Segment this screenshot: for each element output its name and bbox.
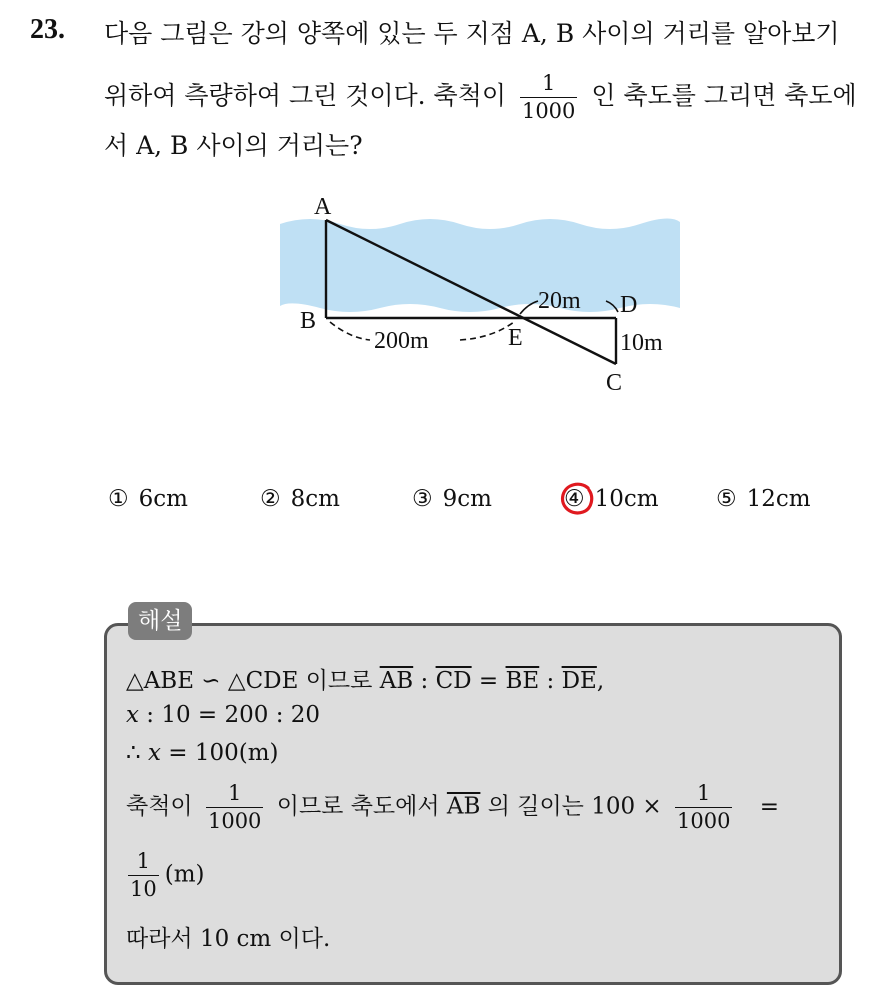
- solution-text: 의 길이는 100 ×: [480, 793, 662, 820]
- scale-fraction: [520, 72, 577, 123]
- equals-sign: =: [471, 668, 506, 694]
- therefore-symbol: ∴: [126, 740, 148, 766]
- fraction-denominator: 1000: [207, 809, 262, 834]
- label-c: C: [606, 370, 623, 396]
- scale-denominator: 1000: [521, 99, 576, 124]
- choice-2[interactable]: [260, 486, 340, 512]
- fraction-denominator: 1000: [677, 809, 731, 834]
- choice-4-text: 10cm: [594, 486, 659, 512]
- label-a: A: [314, 194, 332, 220]
- segment-be-label: $\overline{BE}$: [505, 668, 540, 694]
- question-number: 23.: [30, 14, 65, 45]
- solution-line4: [126, 782, 779, 833]
- equals-sign: =: [759, 793, 780, 820]
- question-text-line1: 다음 그림은 강의 양쪽에 있는 두 지점 A, B 사이의 거리를 알아보기: [104, 19, 840, 48]
- unit-meters: (m): [164, 861, 205, 888]
- choice-2-mark: ②: [260, 486, 281, 512]
- fraction-numerator: 1: [228, 781, 242, 805]
- question-text-after-scale: 인 축도를 그리면 축도에: [591, 81, 857, 111]
- solution-line6: 따라서 10 cm 이다.: [126, 926, 331, 952]
- scale-numerator: 1: [541, 71, 556, 95]
- solution-scale-fraction: [206, 782, 263, 833]
- question-text-before-scale: 위하여 측량하여 그린 것이다. 축척이: [104, 81, 506, 111]
- scale-word: 축척이: [126, 793, 193, 820]
- choice-4-mark: ④: [564, 486, 585, 512]
- solution-similar-triangles: △ABE ∽ △CDE 이므로: [126, 668, 380, 694]
- dim-200m-arc-right: [460, 322, 514, 340]
- variable-x: x: [126, 702, 139, 728]
- label-200m: 200m: [374, 328, 429, 354]
- solution-line2: [126, 702, 320, 728]
- solution-text: 이므로 축도에서: [276, 793, 447, 820]
- label-20m: 20m: [538, 288, 581, 314]
- ratio-colon: :: [413, 668, 436, 694]
- fraction-numerator: 1: [697, 781, 711, 805]
- choice-5-mark: ⑤: [716, 486, 737, 512]
- solution-line1: [126, 662, 604, 695]
- segment-de-label: $\overline{DE}$: [561, 668, 597, 694]
- choice-3[interactable]: [412, 486, 492, 512]
- choice-3-text: 9cm: [442, 486, 492, 512]
- choice-1[interactable]: [108, 486, 188, 512]
- choice-1-mark: ①: [108, 486, 129, 512]
- segment-cd-label: $\overline{CD}$: [435, 668, 472, 694]
- solution-result: = 100(m): [160, 740, 279, 766]
- solution-line3: [126, 740, 279, 766]
- survey-diagram: [270, 188, 690, 408]
- choice-4[interactable]: [564, 486, 659, 512]
- label-e: E: [508, 325, 523, 351]
- solution-line5: [122, 850, 205, 901]
- choice-2-text: 8cm: [290, 486, 340, 512]
- ratio-colon: :: [539, 668, 562, 694]
- label-b: B: [300, 308, 317, 334]
- comma: ,: [596, 668, 605, 694]
- label-d: D: [620, 292, 638, 318]
- choice-1-text: 6cm: [138, 486, 188, 512]
- selected-answer-ring-icon: [558, 480, 596, 518]
- variable-x: x: [147, 740, 161, 766]
- solution-scale-fraction-2: [675, 782, 732, 833]
- fraction-numerator: 1: [136, 849, 151, 873]
- solution-tab: 해설: [128, 602, 192, 640]
- choice-3-mark: ③: [412, 486, 433, 512]
- question-text-line2: [104, 72, 857, 123]
- segment-ab-label: $\overline{AB}$: [446, 793, 481, 820]
- choice-5-text: 12cm: [746, 486, 811, 512]
- result-fraction: [128, 850, 159, 901]
- dim-200m-arc: [330, 322, 370, 340]
- choice-5[interactable]: [716, 486, 811, 512]
- label-10m: 10m: [620, 330, 663, 356]
- fraction-denominator: 10: [130, 877, 157, 902]
- segment-ab-label: $\overline{AB}$: [379, 668, 414, 694]
- proportion-equation: : 10 = 200 : 20: [138, 702, 321, 728]
- question-text-line3: 서 A, B 사이의 거리는?: [104, 131, 363, 160]
